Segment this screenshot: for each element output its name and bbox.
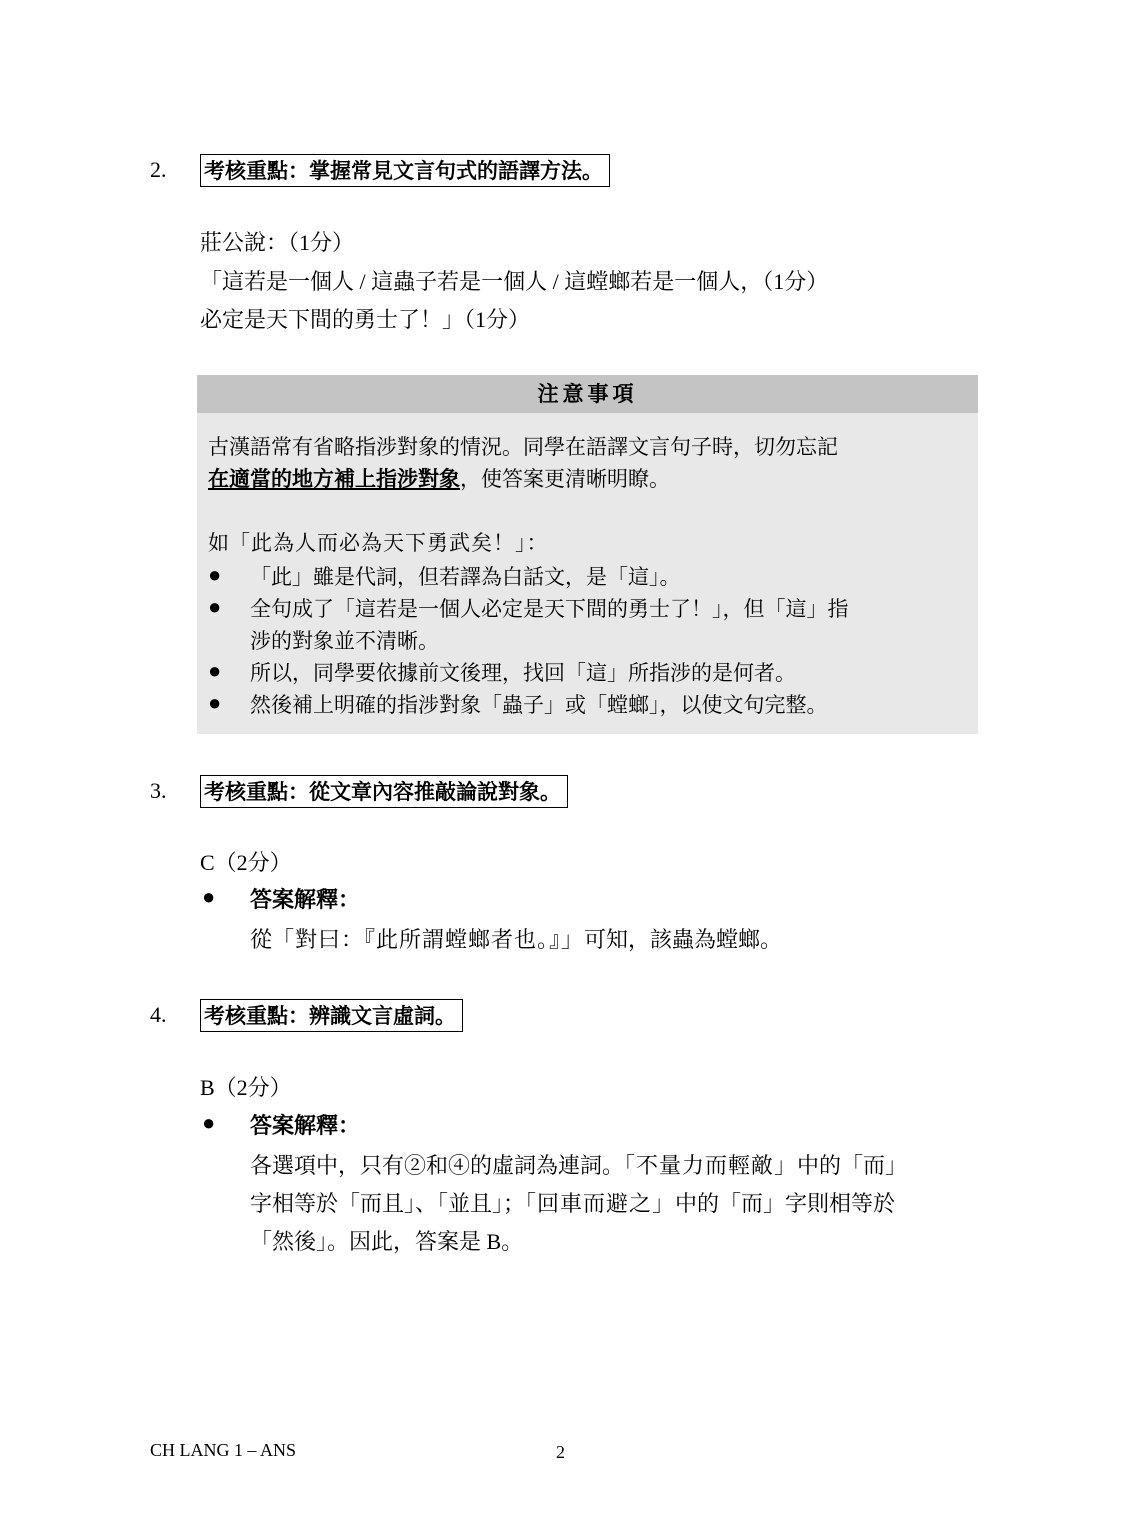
q3-explain-quote: 「對曰：『此所謂螳螂者也。』」	[272, 928, 585, 953]
bullet-icon: ●	[202, 884, 216, 909]
question-3-focus: 考核重點：從文章內容推敲論說對象。	[200, 775, 568, 808]
notice-example	[208, 527, 549, 559]
question-4-focus: 考核重點：辨識文言虛詞。	[200, 999, 463, 1032]
q4-answer: B（2分）	[200, 1075, 292, 1100]
notice-paragraph-rest: ，使答案更清晰明瞭。	[460, 467, 670, 491]
question-3-number: 3.	[150, 778, 167, 803]
notice-bullet-2: 全句成了「這若是一個人必定是天下間的勇士了！」，但「這」指	[250, 597, 849, 621]
q2-answer-line-1: 莊公說：（1分）	[200, 230, 355, 255]
q4-line2-b: 中的「而」字則相等於	[675, 1191, 896, 1216]
notice-paragraph-line-1: 古漢語常有省略指涉對象的情況。同學在語譯文言句子時，切勿忘記	[208, 435, 838, 459]
q3-explain-label: 答案解釋：	[250, 888, 361, 913]
notice-paragraph-line-2	[208, 463, 670, 495]
q4-line1-b: 中的「而」	[797, 1153, 908, 1178]
bullet-icon: ●	[202, 1110, 216, 1135]
bullet-icon: ●	[208, 658, 222, 683]
q3-answer: C（2分）	[200, 850, 292, 875]
notice-example-quote: 「此為人而必為天下勇武矣！」：	[229, 531, 549, 555]
q3-explain-text	[250, 921, 782, 960]
notice-example-prefix: 如	[208, 531, 229, 555]
q4-explain-line-2	[250, 1185, 895, 1224]
bullet-icon: ●	[208, 690, 222, 715]
question-4-number: 4.	[150, 1002, 167, 1027]
q3-explain-suffix: 可知，該蟲為螳螂。	[584, 927, 783, 952]
q4-line1-quote: 「不量力而輕敵」	[624, 1154, 798, 1179]
q4-line2-a: 字相等於「而且」、「並且」；	[250, 1191, 526, 1216]
q4-line2-quote: 「回車而避之」	[525, 1192, 676, 1217]
q2-answer-line-2: 「這若是一個人 / 這蟲子若是一個人 / 這螳螂若是一個人，（1分）	[200, 269, 829, 294]
footer-left: CH LANG 1 – ANS	[150, 1440, 297, 1460]
q2-answer-line-3: 必定是天下間的勇士了！」（1分）	[200, 307, 531, 332]
page-number: 2	[556, 1442, 565, 1462]
notice-bullet-3: 所以，同學要依據前文後理，找回「這」所指涉的是何者。	[250, 661, 796, 685]
bullet-icon: ●	[208, 594, 222, 619]
notice-title: 注意事項	[197, 375, 978, 413]
notice-bullet-2-continued: 涉的對象並不清晰。	[250, 629, 439, 653]
notice-bullet-1: 「此」雖是代詞，但若譯為白話文，是「這」。	[250, 565, 681, 589]
q4-explain-line-1	[250, 1147, 907, 1186]
bullet-icon: ●	[208, 562, 222, 587]
notice-bullet-4: 然後補上明確的指涉對象「蟲子」或「螳螂」，以使文句完整。	[250, 693, 828, 717]
q4-explain-line-3: 「然後」。因此，答案是 B。	[250, 1229, 524, 1254]
question-2-focus: 考核重點：掌握常見文言句式的語譯方法。	[200, 154, 610, 187]
question-2-number: 2.	[150, 157, 167, 182]
q4-line1-a: 各選項中，只有②和④的虛詞為連詞。	[250, 1153, 625, 1178]
q4-explain-label: 答案解釋：	[250, 1114, 361, 1139]
q3-explain-prefix: 從	[250, 927, 273, 952]
notice-emphasis: 在適當的地方補上指涉對象	[208, 467, 460, 491]
